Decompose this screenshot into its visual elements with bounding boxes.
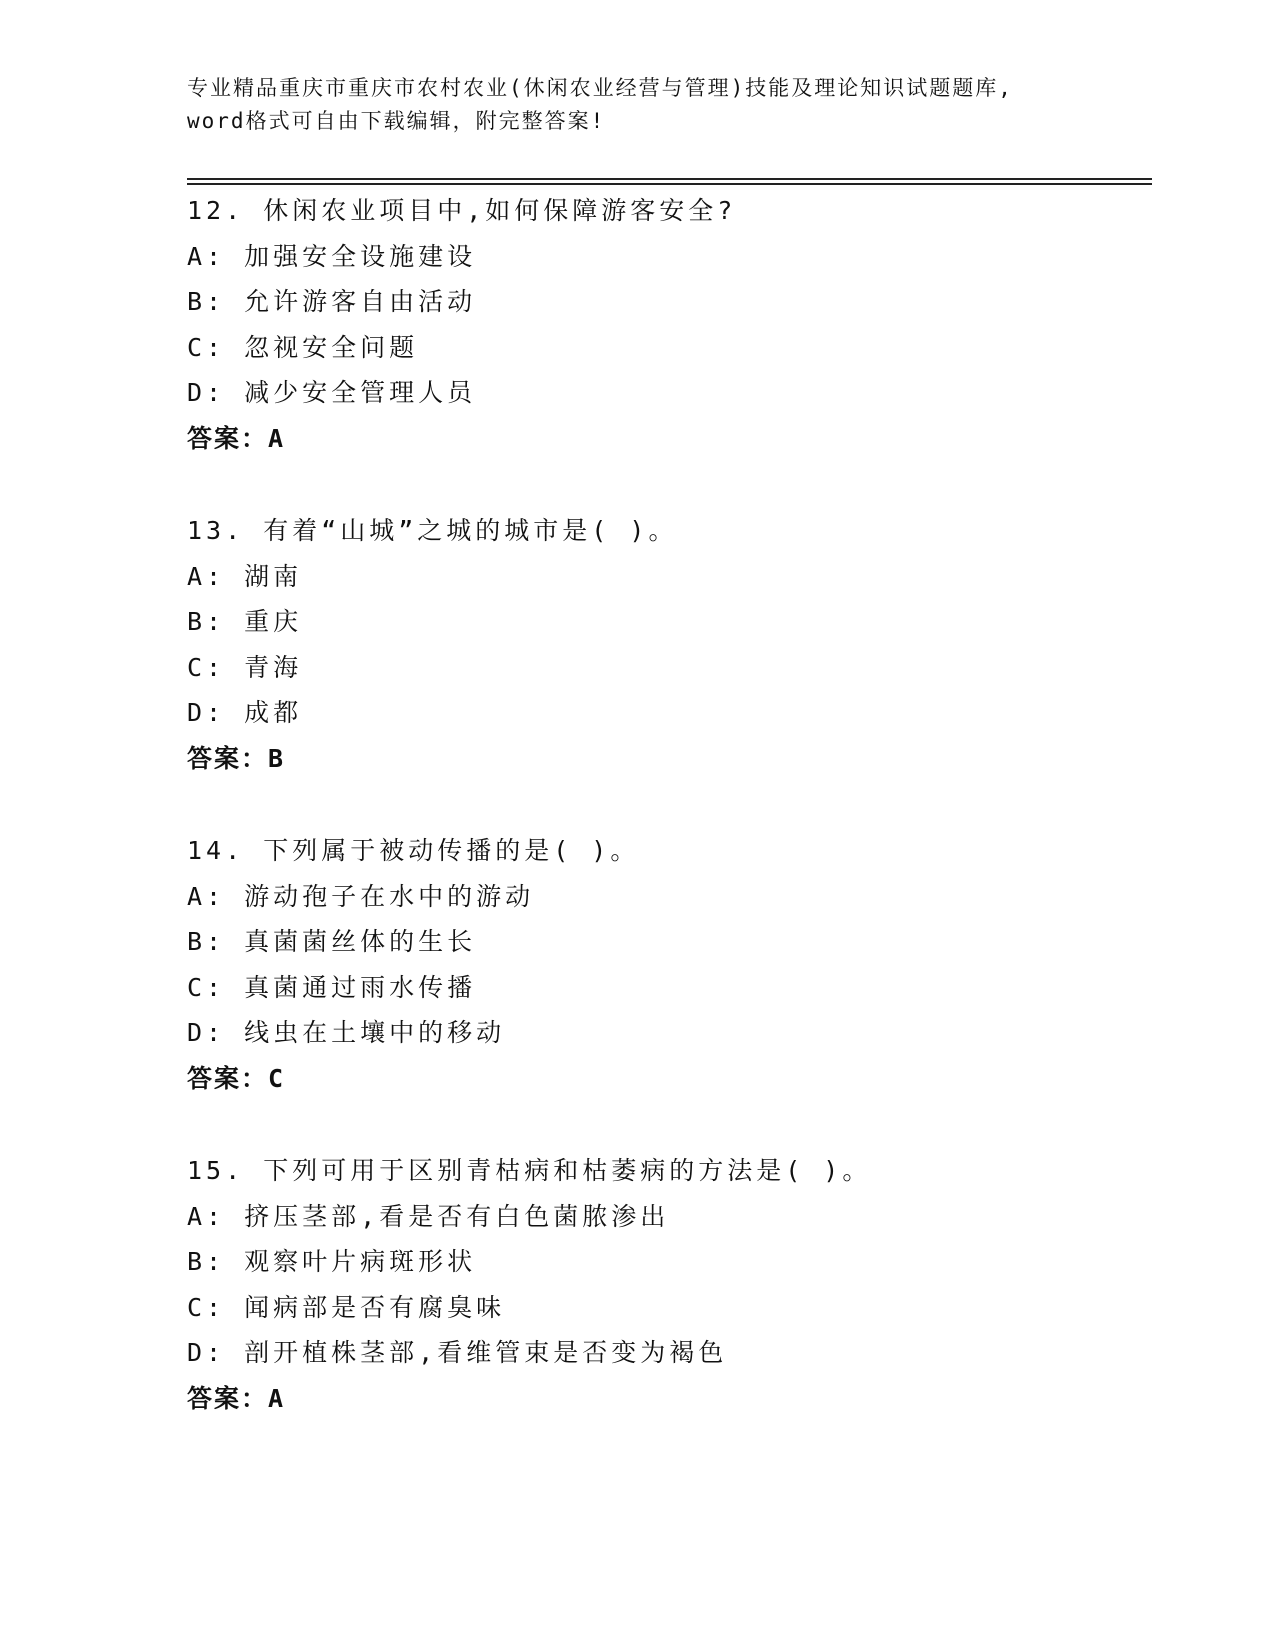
option-b: B: 真菌菌丝体的生长 [187,927,477,956]
option-a: A: 湖南 [187,561,303,591]
option-d: D: 剖开植株茎部,看维管束是否变为褐色 [187,1338,728,1367]
option-d: D: 线虫在土壤中的移动 [187,1018,506,1047]
option-d: D: 减少安全管理人员 [187,378,477,407]
option-a: A: 游动孢子在水中的游动 [187,881,535,911]
question-block [187,828,1137,1101]
answer-label: 答案：B [187,743,286,773]
option-c: C: 真菌通过雨水传播 [187,972,477,1002]
option-b: B: 观察叶片病斑形状 [187,1247,477,1276]
option-c: C: 闻病部是否有腐臭味 [187,1292,506,1322]
header-line-1: 专业精品重庆市重庆市农村农业(休闲农业经营与管理)技能及理论知识试题题库, [187,76,1013,100]
question-stem: 13. 有着“山城”之城的城市是( )。 [187,516,678,545]
question-stem: 15. 下列可用于区别青枯病和枯萎病的方法是( )。 [187,1156,872,1185]
answer-label: 答案：C [187,1063,286,1093]
question-stem: 14. 下列属于被动传播的是( )。 [187,836,640,865]
header-divider-top [187,178,1152,180]
option-a: A: 加强安全设施建设 [187,241,477,271]
question-block [187,1148,1137,1421]
header-line-2: word格式可自由下载编辑，附完整答案! [187,109,606,133]
header-divider-bottom [187,183,1152,185]
question-block [187,188,1137,461]
answer-label: 答案：A [187,423,286,453]
option-a: A: 挤压茎部,看是否有白色菌脓渗出 [187,1201,670,1231]
option-d: D: 成都 [187,698,303,727]
answer-label: 答案：A [187,1383,286,1413]
question-stem: 12. 休闲农业项目中,如何保障游客安全? [187,196,737,225]
document-header [187,72,1087,138]
option-c: C: 忽视安全问题 [187,332,419,362]
option-c: C: 青海 [187,652,303,682]
option-b: B: 允许游客自由活动 [187,287,477,316]
option-b: B: 重庆 [187,607,303,636]
question-block [187,508,1137,781]
